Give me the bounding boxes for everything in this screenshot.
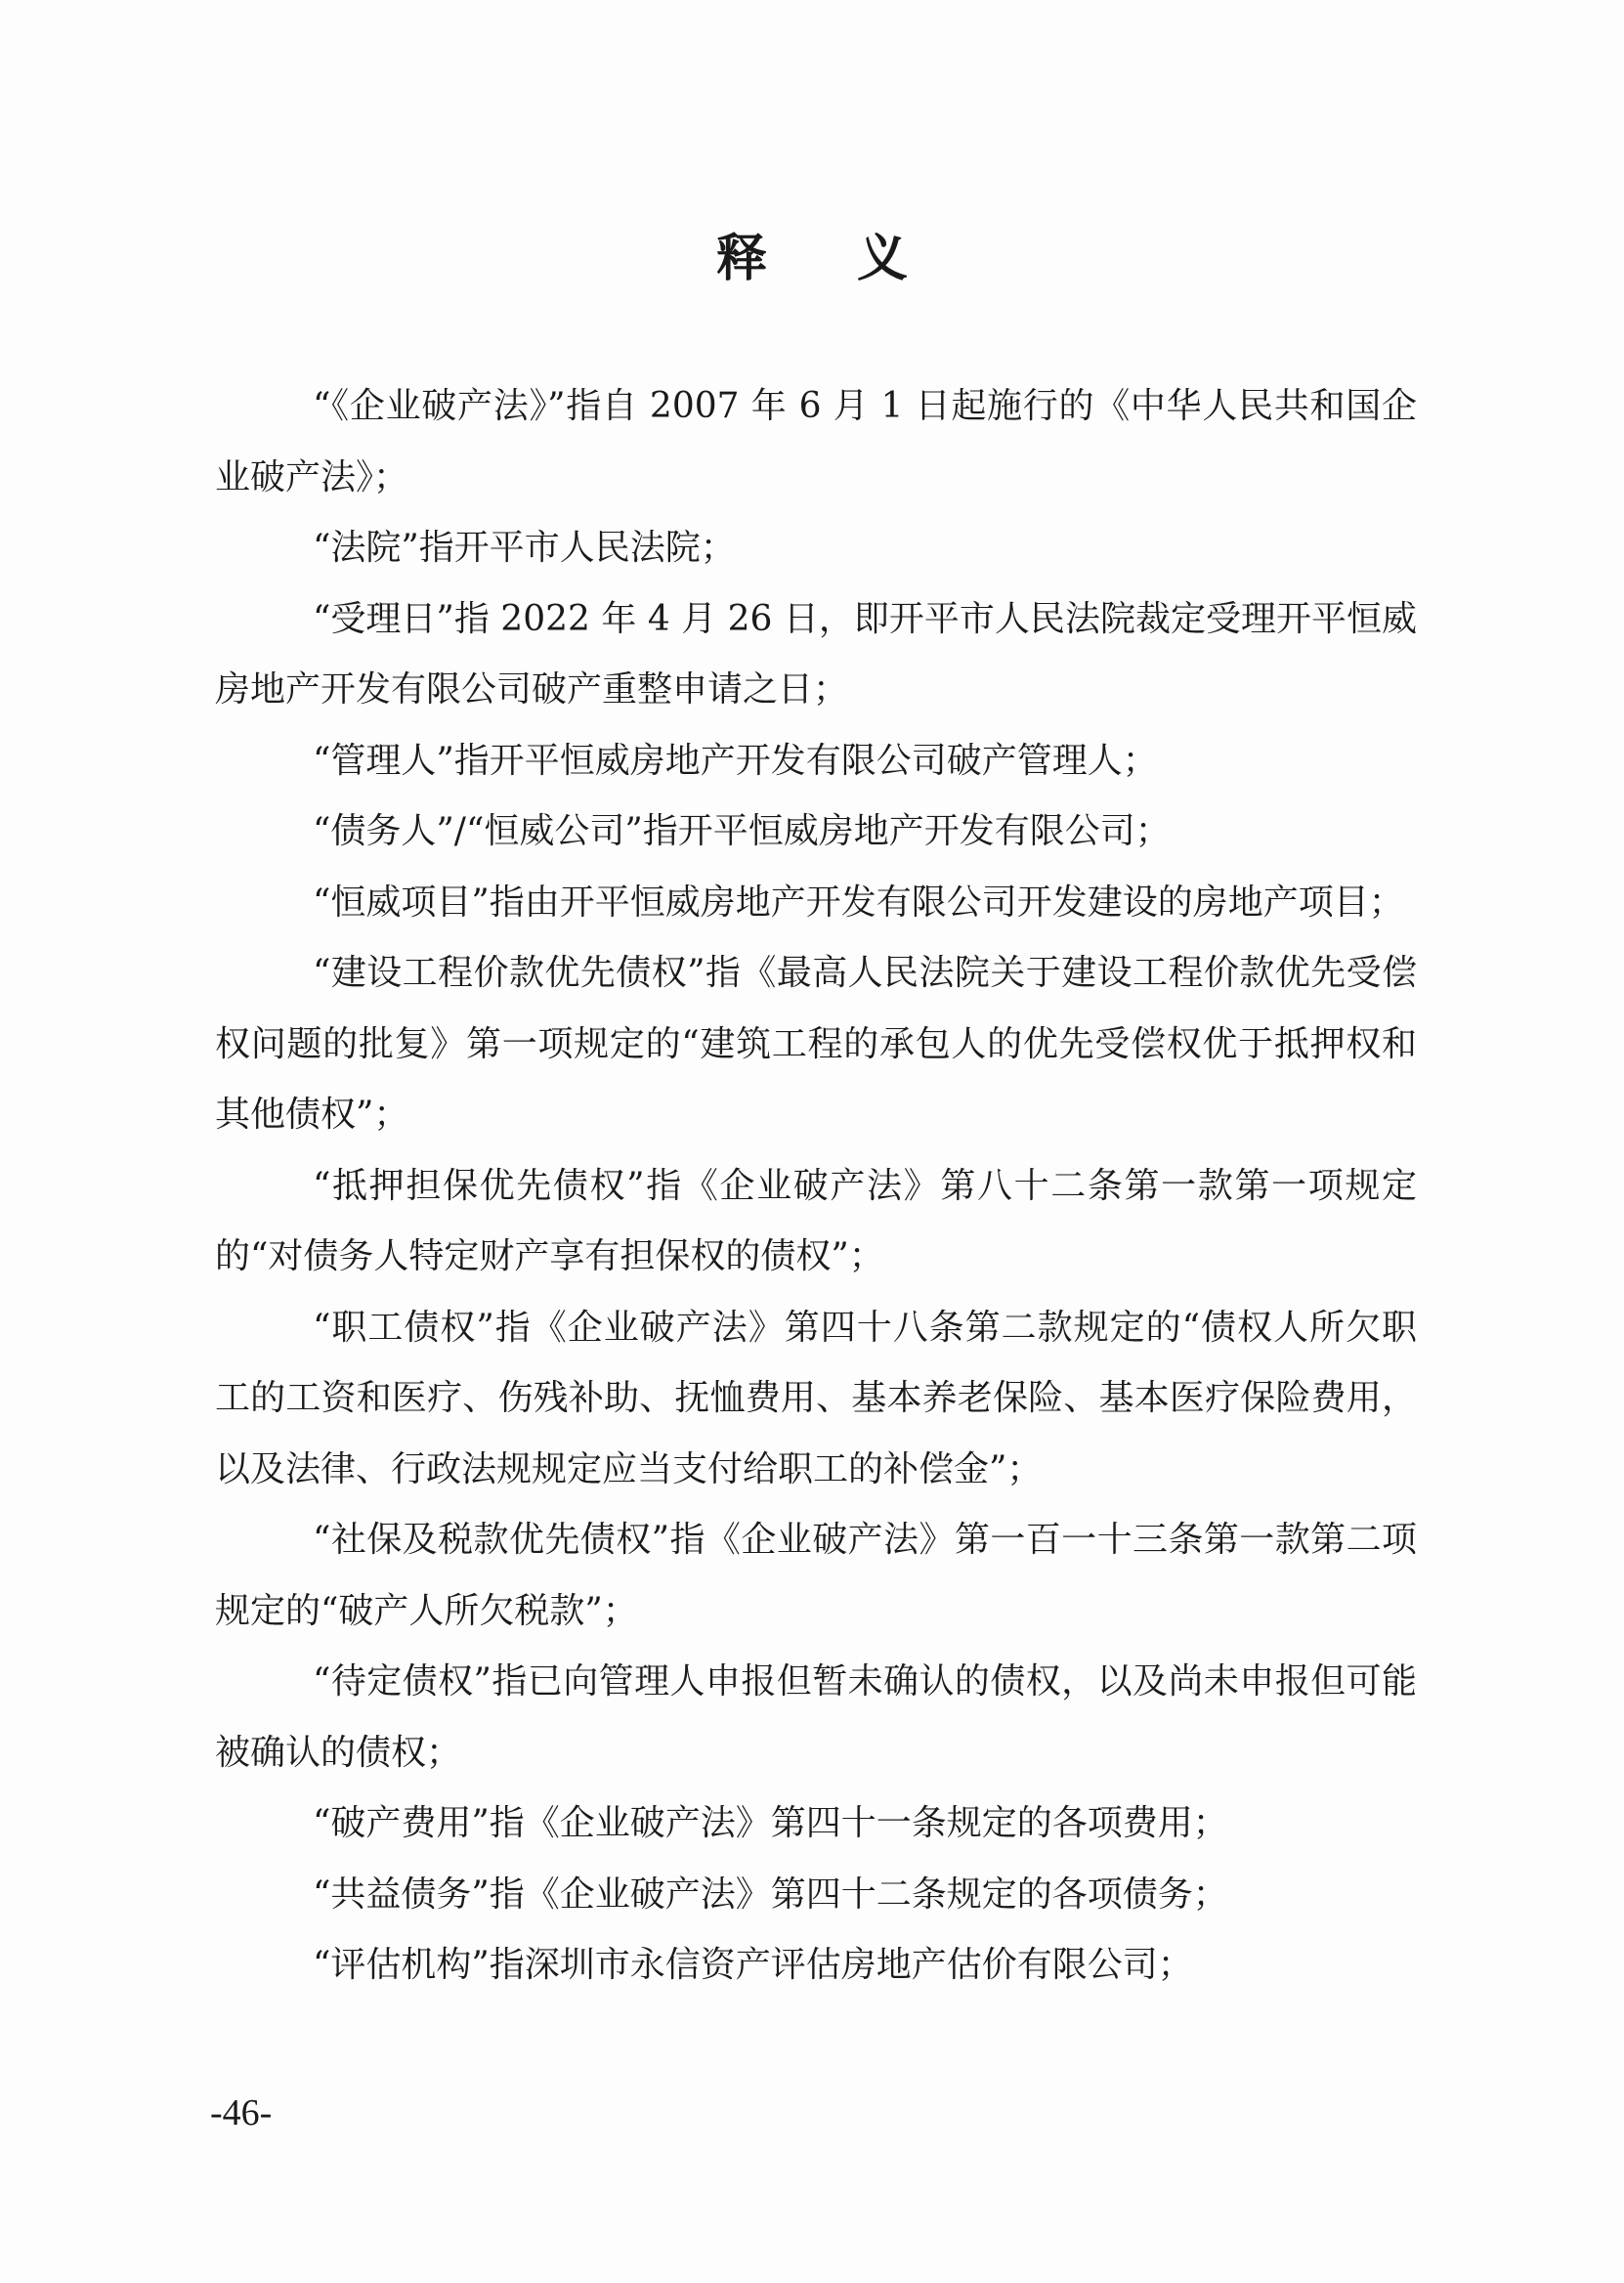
definition-paragraph: “评估机构”指深圳市永信资产评估房地产估价有限公司； <box>313 1945 1193 1985</box>
definition-paragraph: “建设工程价款优先债权”指《最高人民法院关于建设工程价款优先受偿权问题的批复》第一项规定的“建筑工程的承包人的优先受偿权优于抵押权和其他债权”； <box>215 953 1417 1135</box>
page-title <box>0 217 1624 290</box>
definition-paragraph: “管理人”指开平恒威房地产开发有限公司破产管理人； <box>313 740 1158 781</box>
definition-paragraph: “受理日”指 2022 年 4 月 26 日，即开平市人民法院裁定受理开平恒威房地产开发有限公司破产重整申请之日； <box>215 598 1417 710</box>
title-char-2: 义 <box>857 229 909 288</box>
page-number: -46- <box>210 2092 273 2133</box>
definition-paragraph: “共益债务”指《企业破产法》第四十二条规定的各项债务； <box>313 1874 1228 1915</box>
definition-paragraph: “破产费用”指《企业破产法》第四十一条规定的各项费用； <box>313 1803 1228 1843</box>
definitions-body <box>215 371 1417 2002</box>
definition-paragraph: “《企业破产法》”指自 2007 年 6 月 1 日起施行的《中华人民共和国企业破产法》； <box>215 386 1417 497</box>
definition-paragraph: “待定债权”指已向管理人申报但暂未确认的债权，以及尚未申报但可能被确认的债权； <box>215 1661 1417 1773</box>
definition-paragraph: “抵押担保优先债权”指《企业破产法》第八十二条第一款第一项规定的“对债务人特定财产享有担保权的债权”； <box>215 1165 1417 1276</box>
definition-paragraph: “法院”指开平市人民法院； <box>313 528 736 568</box>
definition-paragraph: “债务人”/“恒威公司”指开平恒威房地产开发有限公司； <box>313 811 1171 851</box>
definition-paragraph: “社保及税款优先债权”指《企业破产法》第一百一十三条第一款第二项规定的“破产人所欠税款”； <box>215 1520 1417 1631</box>
title-char-1: 释 <box>715 229 767 288</box>
definition-paragraph: “职工债权”指《企业破产法》第四十八条第二款规定的“债权人所欠职工的工资和医疗、伤残补助、抚恤费用、基本养老保险、基本医疗保险费用，以及法律、行政法规规定应当支付给职工的补偿金”； <box>215 1307 1417 1489</box>
definition-paragraph: “恒威项目”指由开平恒威房地产开发有限公司开发建设的房地产项目； <box>313 882 1404 923</box>
